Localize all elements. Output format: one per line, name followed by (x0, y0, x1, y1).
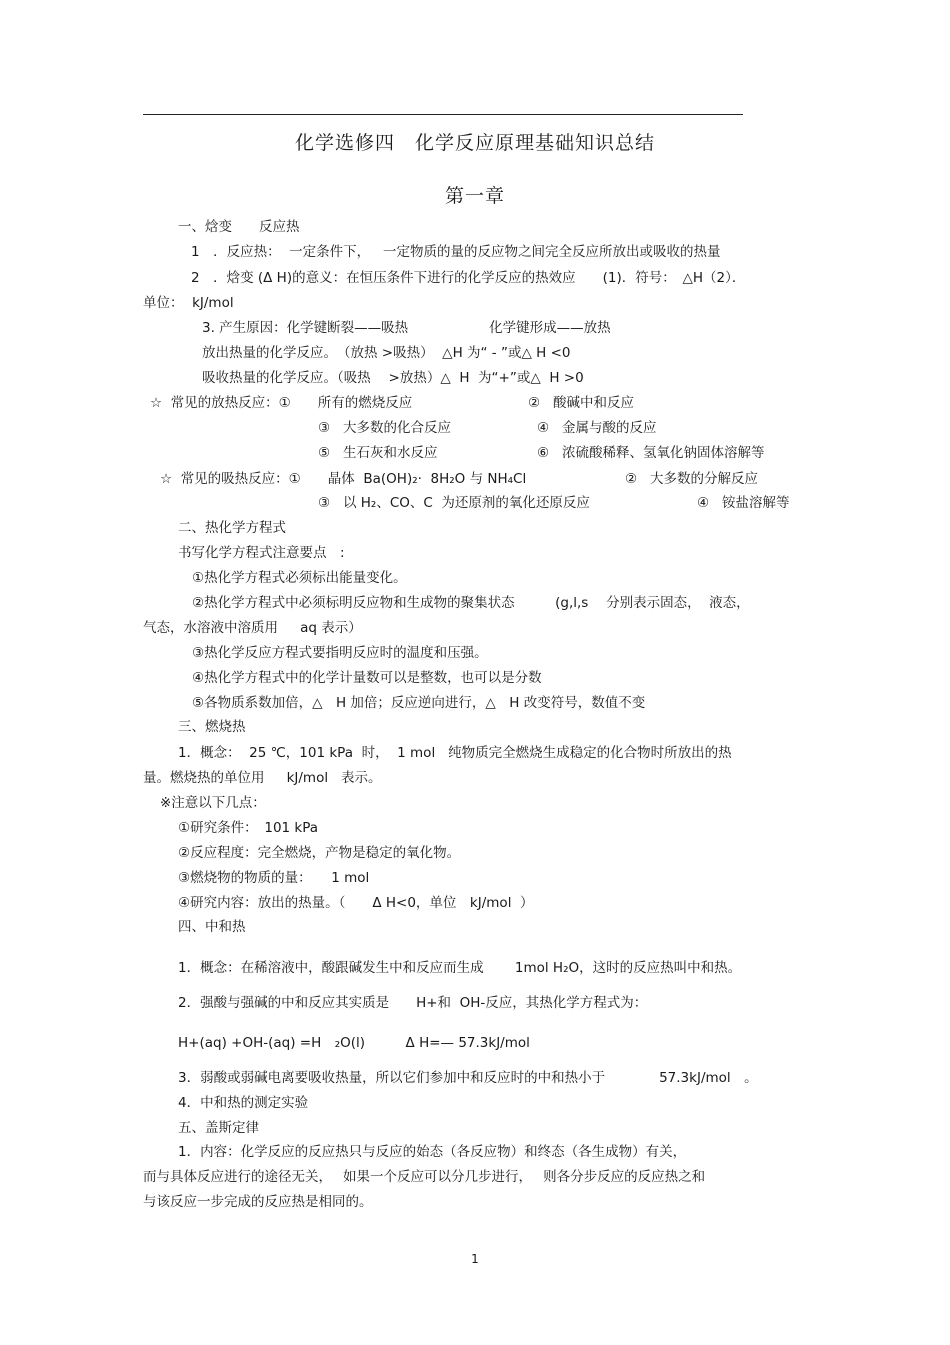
document-title: 化学选修四 化学反应原理基础知识总结 (294, 132, 655, 154)
section-heading-5: 五、盖斯定律 (178, 1120, 259, 1136)
text-line: 2．强酸与强碱的中和反应其实质是 H+和 OH-反应，其热化学方程式为： (178, 995, 648, 1011)
text-line: 量。燃烧热的单位用 kJ/mol 表示。 (143, 770, 382, 786)
header-rule (143, 114, 743, 115)
chapter-heading: 第一章 (444, 185, 505, 207)
text-line: 书写化学方程式注意要点 : (178, 545, 345, 561)
text-line: ②反应程度：完全燃烧，产物是稳定的氧化物。 (178, 845, 461, 861)
text-line: ④热化学方程式中的化学计量数可以是整数，也可以是分数 (192, 670, 542, 686)
section-heading-2: 二、热化学方程式 (178, 520, 286, 536)
text-line: 吸收热量的化学反应。（吸热 >放热）△ H 为“+”或△ H >0 (202, 370, 584, 386)
text-line: 单位： kJ/mol (143, 295, 234, 311)
text-line: ③燃烧物的物质的量： 1 mol (178, 870, 370, 886)
text-line: ②热化学方程式中必须标明反应物和生成物的聚集状态 (g,l,s 分别表示固态， 液态， (192, 595, 750, 611)
text-line: ④ 金属与酸的反应 (537, 420, 657, 436)
text-line: 2 ．焓变 (Δ H)的意义：在恒压条件下进行的化学反应的热效应 (1)．符号： △H（2）． (191, 270, 746, 286)
text-line: ①研究条件： 101 kPa (178, 820, 319, 836)
text-line: ☆ 常见的吸热反应：① 晶体 Ba(OH)₂· 8H₂O 与 NH₄Cl (160, 471, 527, 487)
text-line: ①热化学方程式必须标出能量变化。 (192, 570, 407, 586)
text-line: ☆ 常见的放热反应：① 所有的燃烧反应 (150, 395, 413, 411)
text-line: 1．内容：化学反应的反应热只与反应的始态（各反应物）和终态（各生成物）有关， (178, 1144, 687, 1160)
text-line: 1 ．反应热： 一定条件下， 一定物质的量的反应物之间完全反应所放出或吸收的热量 (191, 244, 721, 260)
text-line: ④ 铵盐溶解等 (697, 495, 790, 511)
text-line: 放出热量的化学反应。 （放热 >吸热） △H 为“ - ”或△ H <0 (202, 345, 571, 361)
text-line: ⑤ 生石灰和水反应 (318, 445, 438, 461)
text-line: 而与具体反应进行的途径无关， 如果一个反应可以分几步进行， 则各分步反应的反应热之和 (143, 1169, 706, 1185)
text-line: ③热化学反应方程式要指明反应时的温度和压强。 (192, 645, 488, 661)
section-heading-1: 一、焓变 反应热 (178, 219, 300, 235)
equation-line: H+(aq) +OH-(aq) =H ₂O(l) Δ H=— 57.3kJ/mol (178, 1035, 530, 1051)
section-heading-3: 三、燃烧热 (178, 719, 246, 735)
text-line: 1．概念： 25 ℃，101 kPa 时， 1 mol 纯物质完全燃烧生成稳定的化合物时所放出的热 (178, 745, 732, 761)
text-line: ※注意以下几点： (160, 795, 266, 811)
section-heading-4: 四、中和热 (178, 919, 246, 935)
text-line: 4．中和热的测定实验 (178, 1095, 309, 1111)
text-line: 3. 产生原因：化学键断裂——吸热 化学键形成——放热 (202, 320, 611, 336)
text-line: 气态，水溶液中溶质用 aq 表示） (143, 620, 362, 636)
text-line: ② 酸碱中和反应 (528, 395, 634, 411)
text-line: 1．概念：在稀溶液中，酸跟碱发生中和反应而生成 1mol H₂O，这时的反应热叫中和热。 (178, 960, 742, 976)
text-line: ⑥ 浓硫酸稀释、氢氧化钠固体溶解等 (537, 445, 765, 461)
text-line: 与该反应一步完成的反应热是相同的。 (143, 1194, 373, 1210)
text-line: ③ 以 H₂、CO、C 为还原剂的氧化还原反应 (318, 495, 590, 511)
text-line: ④研究内容：放出的热量。（ Δ H<0，单位 kJ/mol ） (178, 895, 534, 911)
text-line: ⑤各物质系数加倍，△ H 加倍；反应逆向进行，△ H 改变符号，数值不变 (192, 695, 646, 711)
text-line: 3．弱酸或弱碱电离要吸收热量，所以它们参加中和反应时的中和热小于 57.3kJ/mol 。 (178, 1070, 758, 1086)
text-line: ② 大多数的分解反应 (625, 471, 758, 487)
text-line: ③ 大多数的化合反应 (318, 420, 451, 436)
page-number: 1 (471, 1252, 479, 1266)
